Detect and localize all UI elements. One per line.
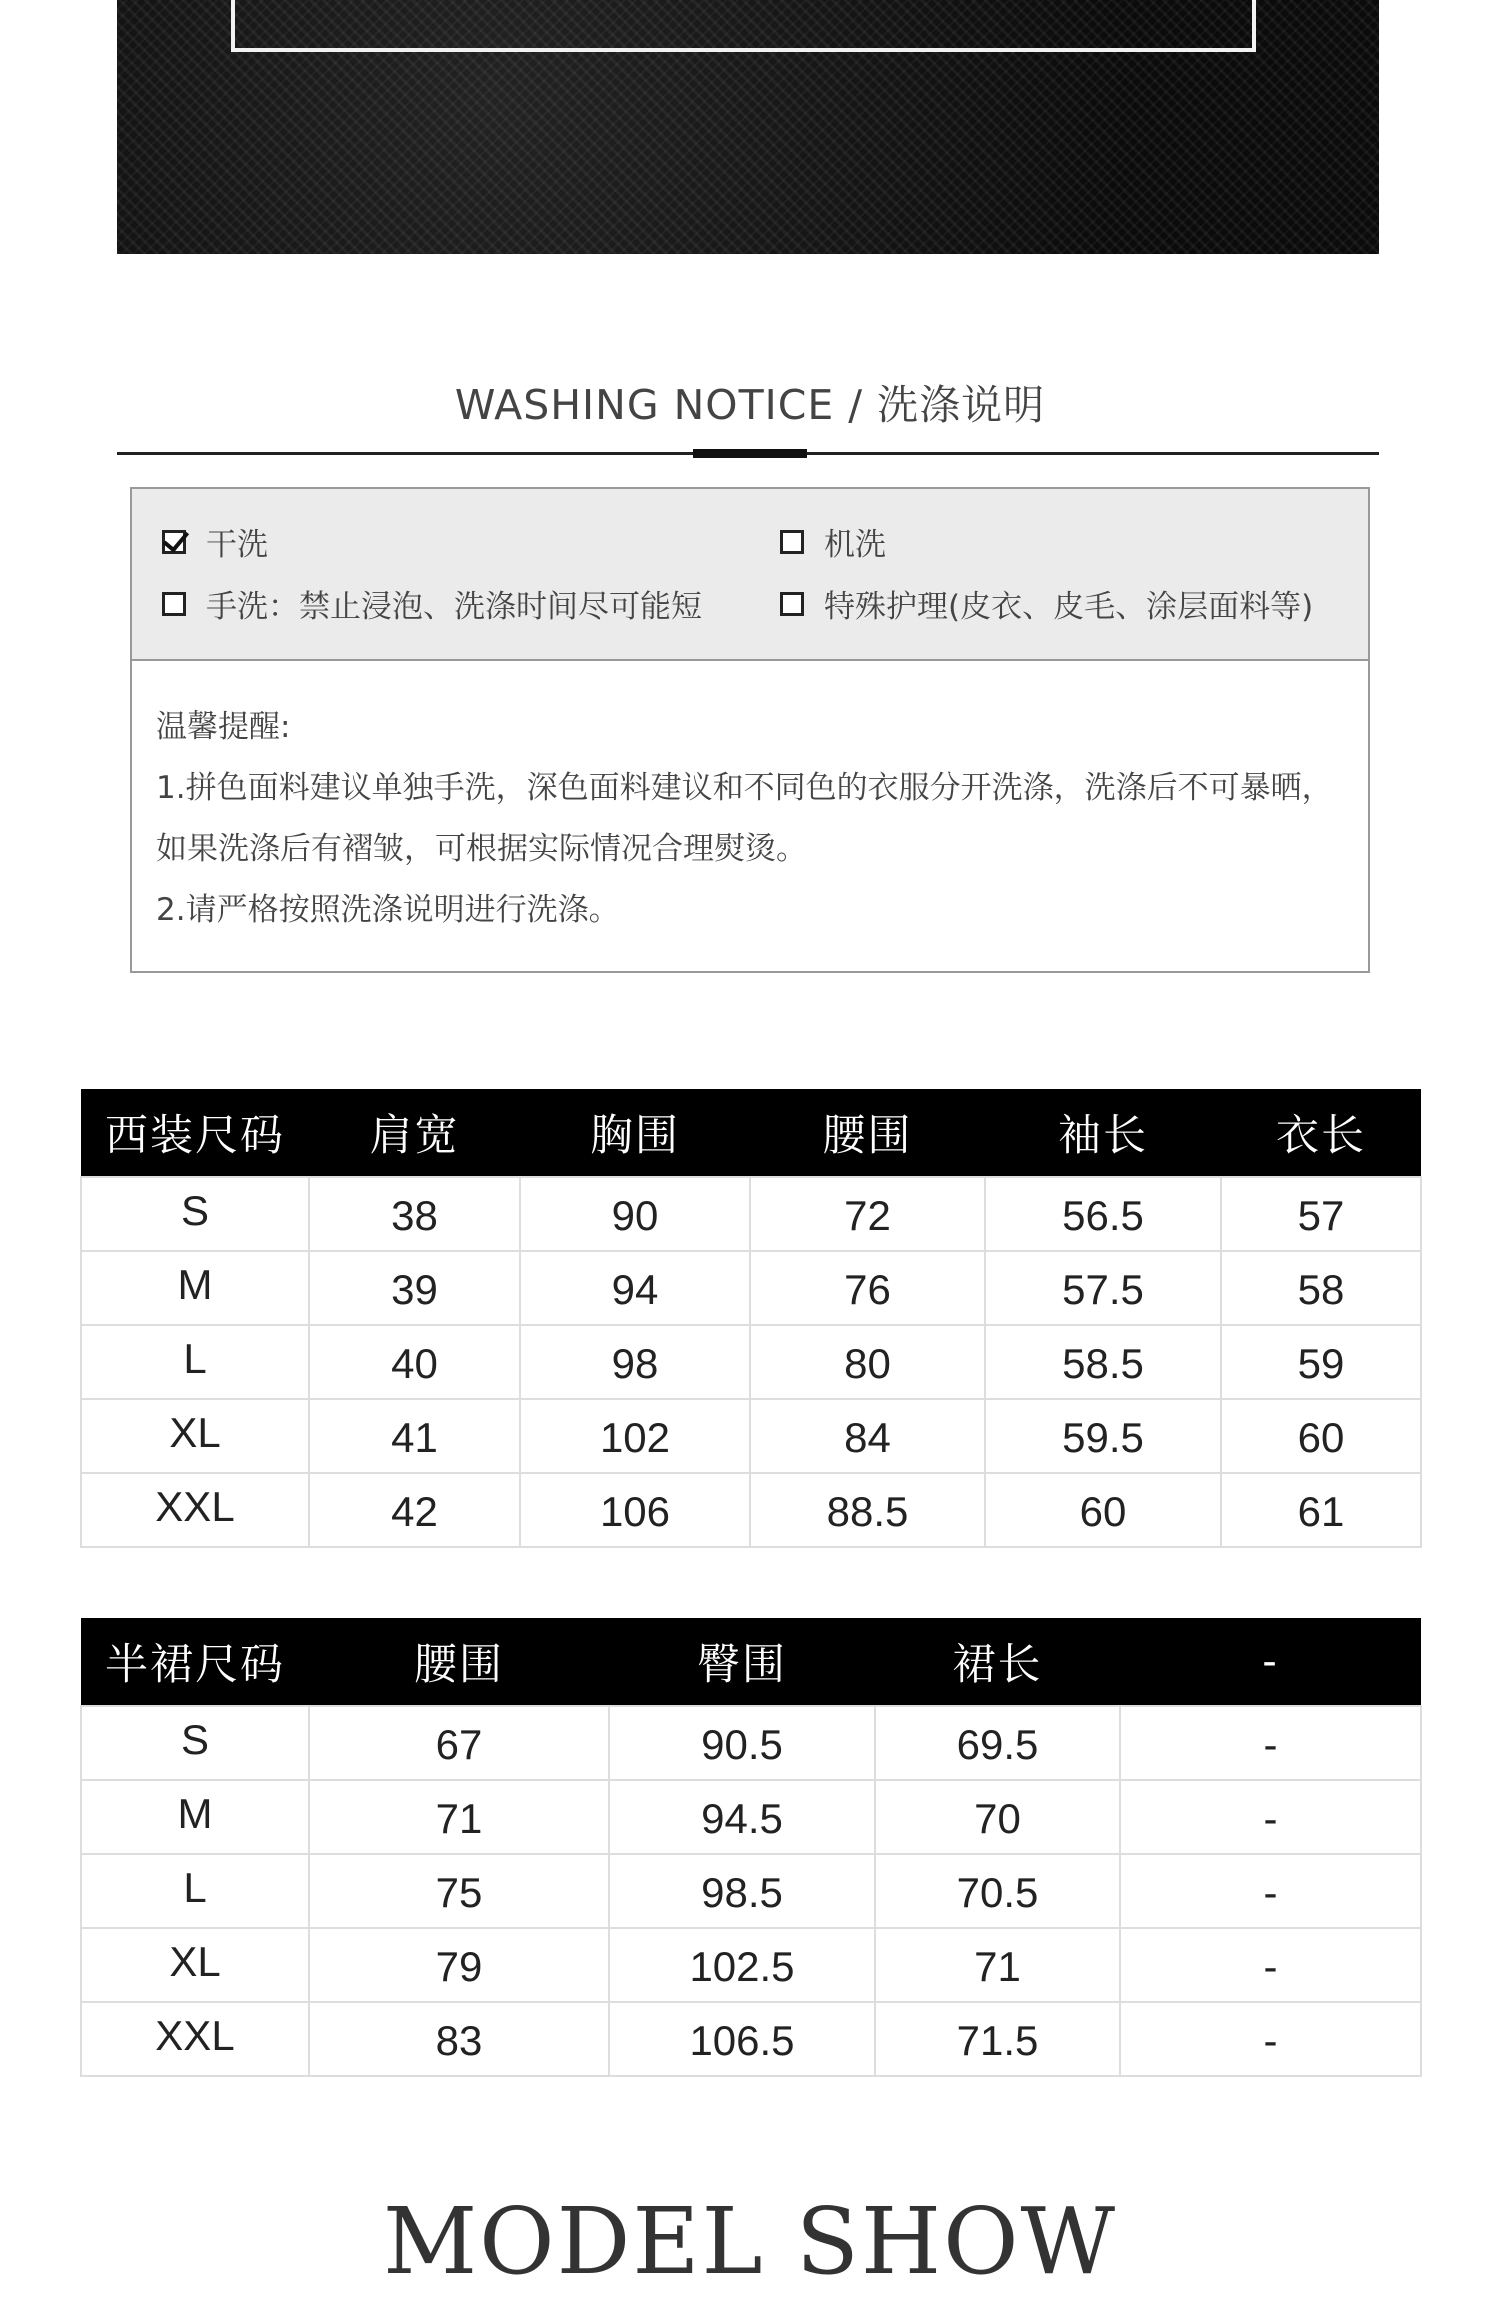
table-row xyxy=(81,2002,1421,2076)
fabric-photo xyxy=(117,0,1379,254)
washing-options xyxy=(132,489,1368,661)
table-row xyxy=(81,1854,1421,1928)
checkbox-empty-icon xyxy=(780,592,804,616)
table-row xyxy=(81,1177,1421,1251)
table-cell: 79 xyxy=(309,1928,609,2002)
table-row xyxy=(81,1706,1421,1780)
table-row xyxy=(81,1473,1421,1547)
table-cell: 70 xyxy=(875,1780,1120,1854)
table-cell: 38 xyxy=(309,1177,520,1251)
table-cell: 90 xyxy=(520,1177,750,1251)
table-cell: 102 xyxy=(520,1399,750,1473)
reminder-line: 1.拼色面料建议单独手洗，深色面料建议和不同色的衣服分开洗涤，洗涤后不可暴晒， xyxy=(156,770,1333,806)
table-cell: 39 xyxy=(309,1251,520,1325)
table-cell: 57.5 xyxy=(985,1251,1221,1325)
table-row xyxy=(81,1399,1421,1473)
table-cell: 70.5 xyxy=(875,1854,1120,1928)
reminder-line: 如果洗涤后有褶皱，可根据实际情况合理熨烫。 xyxy=(156,831,807,867)
header-chest: 胸围 xyxy=(520,1089,750,1177)
header-size: 半裙尺码 xyxy=(81,1618,309,1706)
table-cell: 40 xyxy=(309,1325,520,1399)
header-skirt-length: 裙长 xyxy=(875,1618,1120,1706)
table-cell: 41 xyxy=(309,1399,520,1473)
table-cell: 71.5 xyxy=(875,2002,1120,2076)
table-cell: 102.5 xyxy=(609,1928,875,2002)
table-cell: XL xyxy=(81,1399,309,1473)
header-waist: 腰围 xyxy=(309,1618,609,1706)
option-label: 手洗：禁止浸泡、洗涤时间尽可能短 xyxy=(206,589,702,625)
table-cell: 61 xyxy=(1221,1473,1421,1547)
table-cell: 90.5 xyxy=(609,1706,875,1780)
table-cell: 72 xyxy=(750,1177,985,1251)
header-length: 衣长 xyxy=(1221,1089,1421,1177)
table-cell: 60 xyxy=(985,1473,1221,1547)
table-row xyxy=(81,1325,1421,1399)
table-row xyxy=(81,1251,1421,1325)
table-cell: XXL xyxy=(81,2002,309,2076)
table-cell: 56.5 xyxy=(985,1177,1221,1251)
table-header-row xyxy=(81,1618,1421,1706)
header-hip: 臀围 xyxy=(609,1618,875,1706)
table-cell: 94 xyxy=(520,1251,750,1325)
table-cell: L xyxy=(81,1325,309,1399)
table-cell: XL xyxy=(81,1928,309,2002)
checkbox-empty-icon xyxy=(780,530,804,554)
washing-notice-box xyxy=(130,487,1370,973)
table-cell: 98.5 xyxy=(609,1854,875,1928)
table-cell: 58.5 xyxy=(985,1325,1221,1399)
table-cell: 88.5 xyxy=(750,1473,985,1547)
table-cell: 98 xyxy=(520,1325,750,1399)
reminder-title: 温馨提醒: xyxy=(156,709,291,745)
table-row xyxy=(81,1780,1421,1854)
table-row xyxy=(81,1928,1421,2002)
table-cell: 106 xyxy=(520,1473,750,1547)
title-divider-accent xyxy=(693,449,807,458)
table-cell: M xyxy=(81,1780,309,1854)
table-cell: 57 xyxy=(1221,1177,1421,1251)
suit-size-table xyxy=(80,1089,1422,1548)
table-cell: 84 xyxy=(750,1399,985,1473)
table-cell: 106.5 xyxy=(609,2002,875,2076)
table-cell: - xyxy=(1120,1780,1421,1854)
table-cell: - xyxy=(1120,1706,1421,1780)
table-cell: 58 xyxy=(1221,1251,1421,1325)
table-cell: 59 xyxy=(1221,1325,1421,1399)
table-cell: 83 xyxy=(309,2002,609,2076)
table-cell: - xyxy=(1120,1854,1421,1928)
option-dry-clean xyxy=(162,519,268,564)
header-empty: - xyxy=(1120,1618,1421,1706)
header-waist: 腰围 xyxy=(750,1089,985,1177)
option-label: 机洗 xyxy=(824,527,886,563)
header-shoulder: 肩宽 xyxy=(309,1089,520,1177)
table-cell: 71 xyxy=(875,1928,1120,2002)
reminder-line: 2.请严格按照洗涤说明进行洗涤。 xyxy=(156,892,620,928)
option-special-care xyxy=(780,581,1313,626)
table-cell: S xyxy=(81,1177,309,1251)
checkbox-checked-icon xyxy=(162,530,186,554)
header-size: 西装尺码 xyxy=(81,1089,309,1177)
skirt-size-table xyxy=(80,1618,1422,2077)
fabric-photo-frame xyxy=(231,0,1256,52)
table-cell: 60 xyxy=(1221,1399,1421,1473)
option-hand-wash xyxy=(162,581,702,626)
table-cell: 76 xyxy=(750,1251,985,1325)
table-cell: 94.5 xyxy=(609,1780,875,1854)
table-cell: XXL xyxy=(81,1473,309,1547)
option-label: 特殊护理(皮衣、皮毛、涂层面料等) xyxy=(824,589,1314,625)
table-cell: 71 xyxy=(309,1780,609,1854)
option-label: 干洗 xyxy=(206,527,268,563)
table-cell: 59.5 xyxy=(985,1399,1221,1473)
table-cell: 42 xyxy=(309,1473,520,1547)
table-cell: 80 xyxy=(750,1325,985,1399)
table-cell: S xyxy=(81,1706,309,1780)
table-cell: M xyxy=(81,1251,309,1325)
option-machine-wash xyxy=(780,519,886,564)
table-cell: 75 xyxy=(309,1854,609,1928)
table-cell: - xyxy=(1120,1928,1421,2002)
table-header-row xyxy=(81,1089,1421,1177)
model-show-heading: MODEL SHOW xyxy=(382,2188,1118,2295)
table-cell: 67 xyxy=(309,1706,609,1780)
reminder-section xyxy=(156,697,1356,941)
table-cell: - xyxy=(1120,2002,1421,2076)
checkbox-empty-icon xyxy=(162,592,186,616)
table-cell: 69.5 xyxy=(875,1706,1120,1780)
header-sleeve: 袖长 xyxy=(985,1089,1221,1177)
table-cell: L xyxy=(81,1854,309,1928)
washing-notice-title: WASHING NOTICE / 洗涤说明 xyxy=(454,381,1046,429)
